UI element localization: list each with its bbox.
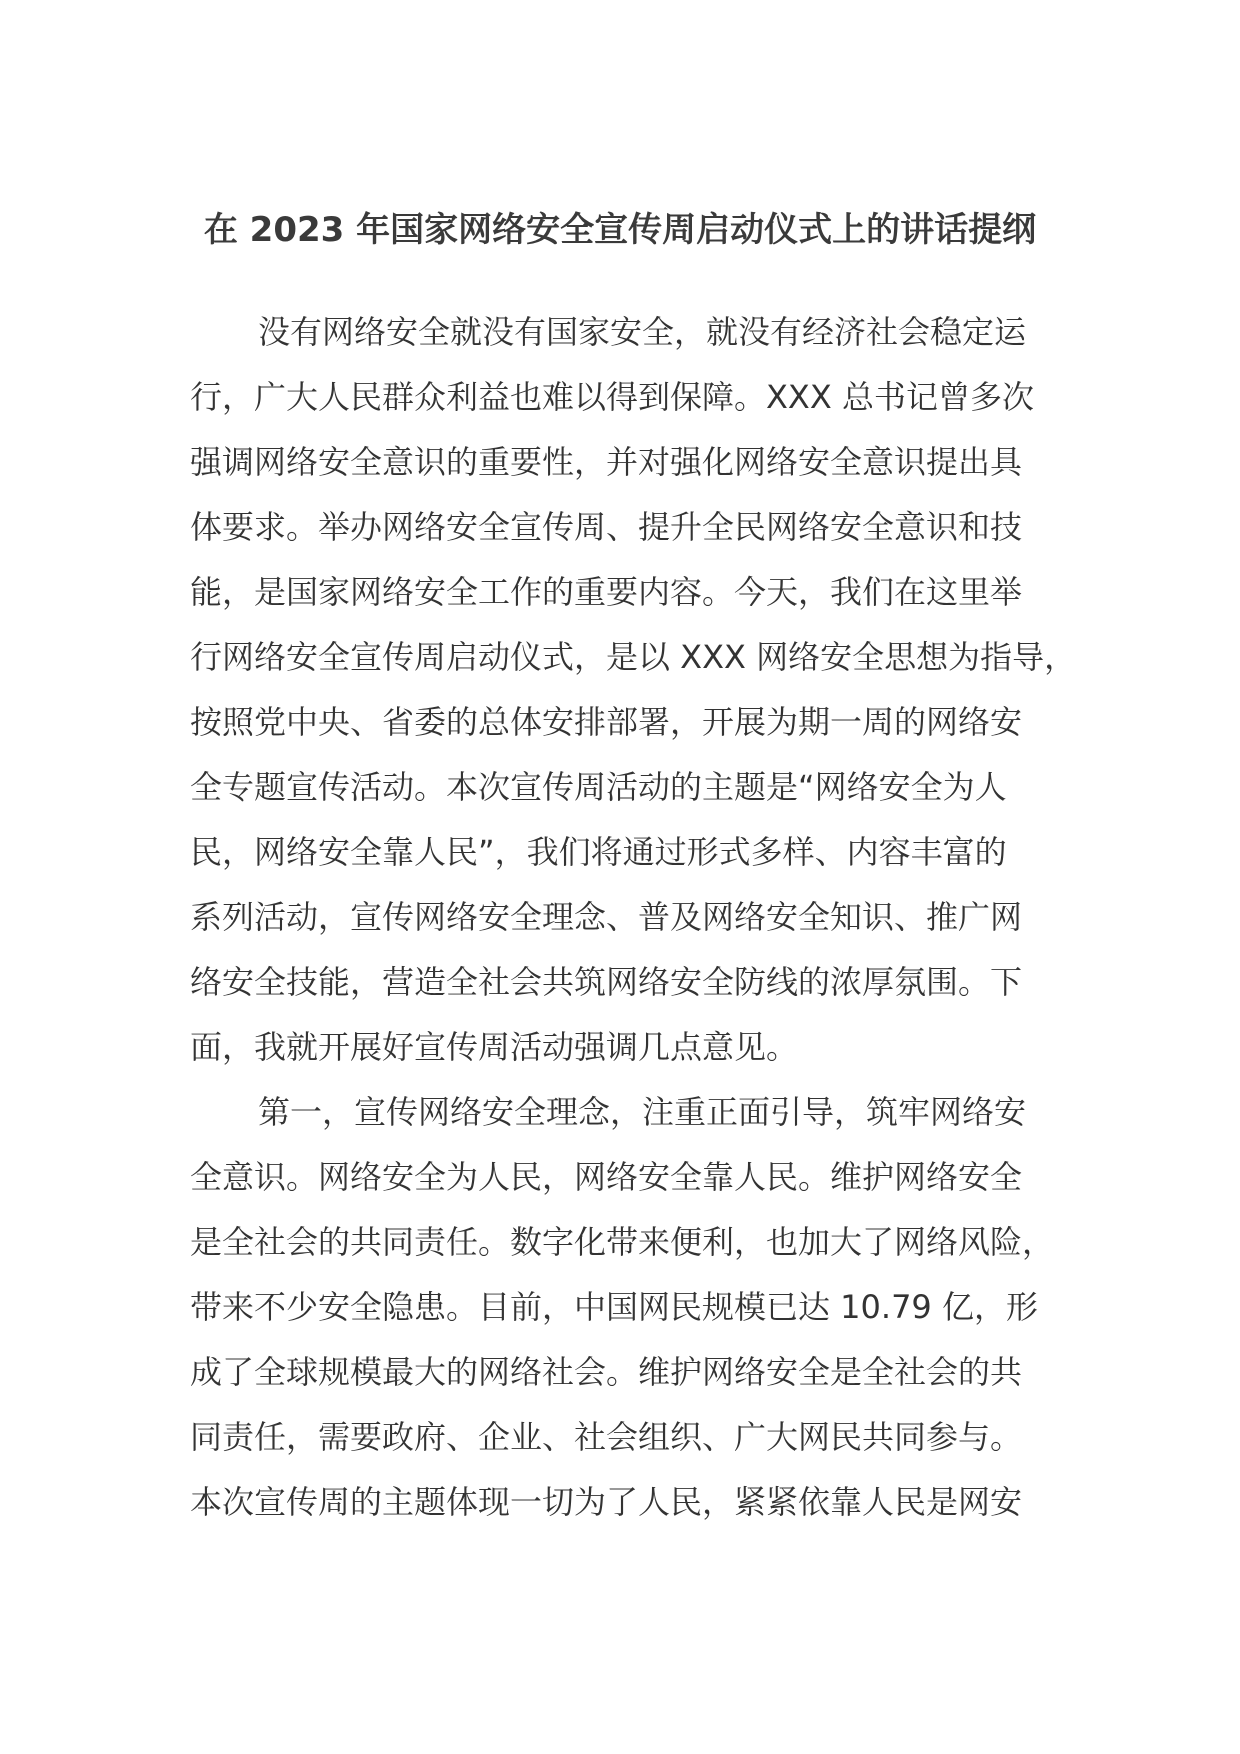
paragraph-1-line-7: 按照党中央、省委的总体安排部署，开展为期一周的网络安 <box>190 703 1023 741</box>
document-title: 在 2023 年国家网络安全宣传周启动仪式上的讲话提纲 <box>203 210 1037 250</box>
paragraph-1-line-11: 络安全技能，营造全社会共筑网络安全防线的浓厚氛围。下 <box>190 963 1023 1001</box>
paragraph-2-line-5: 成了全球规模最大的网络社会。维护网络安全是全社会的共 <box>190 1353 1023 1391</box>
paragraph-1-line-12: 面，我就开展好宣传周活动强调几点意见。 <box>190 1028 799 1066</box>
paragraph-2-line-7: 本次宣传周的主题体现一切为了人民，紧紧依靠人民是网安 <box>190 1483 1023 1521</box>
paragraph-1-line-4: 体要求。举办网络安全宣传周、提升全民网络安全意识和技 <box>190 508 1023 546</box>
paragraph-1-line-6: 行网络安全宣传周启动仪式，是以 XXX 网络安全思想为指导， <box>190 638 1077 676</box>
paragraph-1-line-5: 能，是国家网络安全工作的重要内容。今天，我们在这里举 <box>190 573 1023 611</box>
paragraph-2-line-6: 同责任，需要政府、企业、社会组织、广大网民共同参与。 <box>190 1418 1023 1456</box>
paragraph-2-line-4: 带来不少安全隐患。目前，中国网民规模已达 10.79 亿，形 <box>190 1288 1038 1326</box>
paragraph-2-line-1: 第一，宣传网络安全理念，注重正面引导，筑牢网络安 <box>258 1093 1027 1131</box>
paragraph-2-line-2: 全意识。网络安全为人民，网络安全靠人民。维护网络安全 <box>190 1158 1023 1196</box>
paragraph-1-line-2: 行，广大人民群众利益也难以得到保障。XXX 总书记曾多次 <box>190 378 1034 416</box>
paragraph-1-line-10: 系列活动，宣传网络安全理念、普及网络安全知识、推广网 <box>190 898 1023 936</box>
document-body <box>190 300 1077 1535</box>
paragraph-2-line-3: 是全社会的共同责任。数字化带来便利，也加大了网络风险， <box>190 1223 1055 1261</box>
paragraph-1-line-3: 强调网络安全意识的重要性，并对强化网络安全意识提出具 <box>190 443 1023 481</box>
paragraph-1-line-9: 民，网络安全靠人民”，我们将通过形式多样、内容丰富的 <box>190 833 1007 871</box>
paragraph-1-line-1: 没有网络安全就没有国家安全，就没有经济社会稳定运 <box>258 313 1027 351</box>
paragraph-1-line-8: 全专题宣传活动。本次宣传周活动的主题是“网络安全为人 <box>190 768 1007 806</box>
